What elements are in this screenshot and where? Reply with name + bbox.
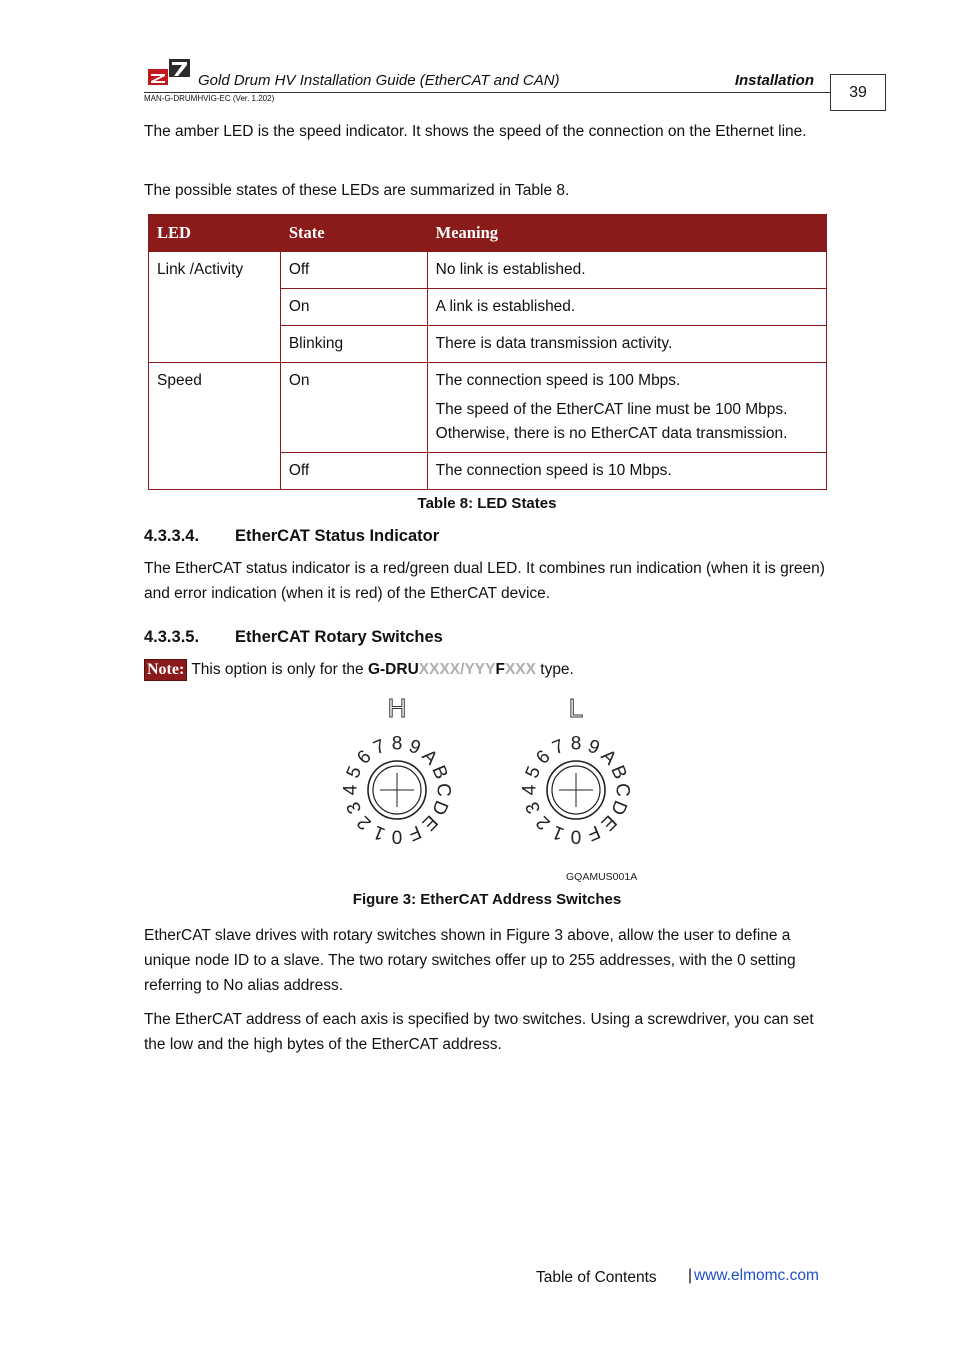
dial-l-digit-6: 6 [532,746,555,769]
intro-paragraph-1: The amber LED is the speed indicator. It shows the speed of the connection on the Ethernet line. [144,123,807,140]
dial-h-digit-A: A [417,745,442,770]
table-row [149,252,827,289]
rotary-switch-low [520,734,633,847]
meaning-cell: The connection speed is 10 Mbps. [427,453,826,490]
dial-l-digit-1: 1 [549,820,568,845]
section-number: 4.3.3.5. [144,628,200,646]
dial-l-digit-2: 2 [532,811,555,834]
state-cell: Off [280,252,427,289]
led-cell: Speed [149,363,281,490]
dial-h-digit-6: 6 [353,746,376,769]
section-number: 4.3.3.4. [144,527,200,545]
section-heading-status-indicator [144,527,439,546]
led-cell: Link /Activity [149,252,281,363]
rotary-switch-high [341,734,454,847]
dial-h-digit-5: 5 [342,763,367,782]
section-title: EtherCAT Rotary Switches [235,628,443,646]
status-indicator-paragraph: The EtherCAT status indicator is a red/green dual LED. It combines run indication (when it is green) and error indication (when it is red) of the EtherCAT device. [144,560,825,602]
dial-h-digit-3: 3 [342,798,367,817]
state-cell: On [280,289,427,326]
dial-h-digit-8: 8 [391,733,403,755]
meaning-line: The speed of the EtherCAT line must be 100 Mbps. Otherwise, there is no EtherCAT data transmission. [435,401,788,442]
meaning-cell: There is data transmission activity. [427,326,826,363]
dial-l-digit-B: B [606,762,631,783]
dial-l-digit-4: 4 [519,784,541,796]
dial-l-digit-F: F [584,820,603,845]
switch-label-l: L [568,693,584,723]
dial-l-digit-0: 0 [570,825,582,847]
dial-l-digit-7: 7 [549,735,568,760]
dial-l-digit-3: 3 [521,798,546,817]
dial-h-digit-F: F [405,820,424,845]
dial-l-digit-8: 8 [570,733,582,755]
dial-h-digit-C: C [432,783,454,797]
dial-h-digit-7: 7 [370,735,389,760]
state-cell: On [280,363,427,453]
footer-toc-link[interactable]: Table of Contents [536,1269,657,1286]
header-rule [144,92,830,93]
dial-l-digit-5: 5 [521,763,546,782]
table-caption: Table 8: LED States [417,495,557,512]
dial-h-digit-0: 0 [391,825,403,847]
note-badge: Note: [144,659,187,681]
rotary-switch-paragraph-1: EtherCAT slave drives with rotary switches shown in Figure 3 above, allow the user to define a unique node ID to a slave. The two rotary switches offer up to 255 addresses, with the 0 setting referring to No alias address. [144,927,796,994]
led-states-table [148,214,827,490]
page-number: 39 [830,74,886,111]
dial-l-digit-E: E [596,810,621,835]
elmo-logo [148,57,190,87]
rotary-switches-figure [330,690,650,890]
table-row [149,363,827,453]
model-code-suffix: XXX [504,661,536,678]
model-code-prefix: G-DRU [367,661,419,678]
dial-h-digit-2: 2 [353,811,376,834]
chapter-title: Installation [734,72,814,89]
rotary-switch-paragraph-2: The EtherCAT address of each axis is specified by two switches. Using a screwdriver, you can set the low and the high bytes of the EtherCAT address. [144,1011,814,1053]
meaning-line: The connection speed is 100 Mbps. [435,372,681,389]
section-title: EtherCAT Status Indicator [235,527,440,545]
header-meaning: Meaning [427,215,826,252]
dial-h-digit-1: 1 [370,820,389,845]
section-heading-rotary-switches [144,628,443,647]
footer-website-link[interactable]: www.elmomc.com [694,1267,819,1284]
table-header-row [149,215,827,252]
figure-code: GQAMUS001A [566,871,638,883]
figure-caption: Figure 3: EtherCAT Address Switches [352,891,622,908]
model-code-variant: XXXX/YYY [418,661,496,678]
note-prefix: This option is only for the [191,661,368,678]
dial-l-digit-D: D [606,797,631,818]
dial-h-digit-D: D [427,797,452,818]
dial-h-digit-4: 4 [340,784,362,796]
state-cell: Off [280,453,427,490]
switch-label-h: H [387,693,407,723]
dial-l-digit-C: C [611,783,633,797]
dial-h-digit-B: B [427,762,452,783]
meaning-cell [427,363,826,453]
header-state: State [280,215,427,252]
dial-h-digit-E: E [417,810,442,835]
note-line [144,659,574,681]
note-suffix: type. [535,661,574,678]
document-code: MAN-G-DRUMHVIG-EC (Ver. 1.202) [144,94,275,103]
state-cell: Blinking [280,326,427,363]
intro-paragraph-2: The possible states of these LEDs are summarized in Table 8. [144,182,570,199]
model-code-option: F [495,661,505,678]
dial-h-digit-9: 9 [405,735,424,760]
header-led: LED [149,215,281,252]
meaning-cell: No link is established. [427,252,826,289]
footer-separator: | [688,1267,693,1284]
dial-l-digit-9: 9 [584,735,603,760]
dial-l-digit-A: A [596,745,621,770]
meaning-cell: A link is established. [427,289,826,326]
document-title: Gold Drum HV Installation Guide (EtherCAT and CAN) [198,72,560,89]
